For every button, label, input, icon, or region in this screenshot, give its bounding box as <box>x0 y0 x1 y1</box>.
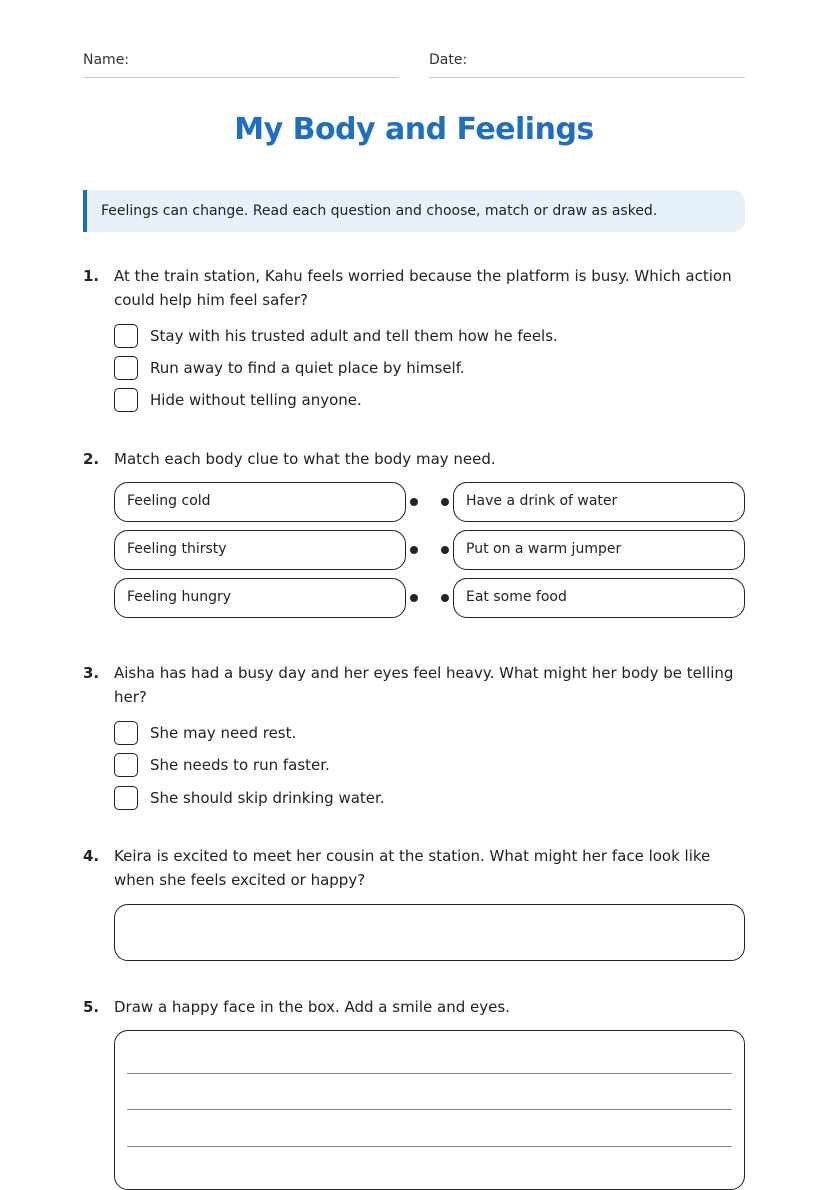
date-label: Date: <box>429 52 468 68</box>
option-checkbox[interactable] <box>114 356 138 380</box>
drawing-box[interactable] <box>114 1030 745 1190</box>
match-dot-left[interactable] <box>410 498 418 506</box>
option-checkbox[interactable] <box>114 786 138 810</box>
name-date-row <box>83 52 745 78</box>
worksheet-title: My Body and Feelings <box>234 112 594 147</box>
match-left-item[interactable]: Feeling cold <box>114 482 406 522</box>
match-dot-left[interactable] <box>410 546 418 554</box>
question-number: 1. <box>83 267 100 285</box>
match-left-item[interactable]: Feeling thirsty <box>114 530 406 570</box>
name-field[interactable] <box>83 52 399 78</box>
option-label: She may need rest. <box>150 724 297 742</box>
name-label: Name: <box>83 52 130 68</box>
option-checkbox[interactable] <box>114 753 138 777</box>
match-dot-right[interactable] <box>441 498 449 506</box>
question-3 <box>83 661 745 811</box>
question-text: Aisha has had a busy day and her eyes feel heavy. What might her body be telling her? <box>114 664 734 706</box>
match-dot-left[interactable] <box>410 594 418 602</box>
option-label: Stay with his trusted adult and tell them how he feels. <box>150 327 558 345</box>
question-text: Draw a happy face in the box. Add a smile and eyes. <box>114 998 510 1016</box>
match-right-item[interactable]: Have a drink of water <box>453 482 745 522</box>
writing-line <box>127 1073 732 1074</box>
match-left-item[interactable]: Feeling hungry <box>114 578 406 618</box>
question-1 <box>83 264 745 414</box>
question-2 <box>83 447 745 622</box>
instructions-banner: Feelings can change. Read each question and choose, match or draw as asked. <box>83 190 745 232</box>
question-number: 4. <box>83 847 100 865</box>
question-text: At the train station, Kahu feels worried because the platform is busy. Which action could help him feel safer? <box>114 267 732 309</box>
match-dot-right[interactable] <box>441 546 449 554</box>
question-number: 5. <box>83 998 100 1016</box>
option-label: Run away to find a quiet place by himself. <box>150 359 465 377</box>
question-text: Keira is excited to meet her cousin at the station. What might her face look like when she feels excited or happy? <box>114 847 711 889</box>
question-number: 2. <box>83 450 100 468</box>
writing-line <box>127 1109 732 1110</box>
option-label: She should skip drinking water. <box>150 789 385 807</box>
answer-box[interactable] <box>114 904 745 961</box>
match-right-item[interactable]: Put on a warm jumper <box>453 530 745 570</box>
option-checkbox[interactable] <box>114 721 138 745</box>
writing-line <box>127 1146 732 1147</box>
option-label: Hide without telling anyone. <box>150 391 362 409</box>
match-dot-right[interactable] <box>441 594 449 602</box>
date-field[interactable] <box>429 52 745 78</box>
option-label: She needs to run faster. <box>150 756 330 774</box>
question-5 <box>83 995 745 1171</box>
question-4 <box>83 844 745 964</box>
match-right-item[interactable]: Eat some food <box>453 578 745 618</box>
question-number: 3. <box>83 664 100 682</box>
question-text: Match each body clue to what the body may need. <box>114 450 496 468</box>
option-checkbox[interactable] <box>114 324 138 348</box>
option-checkbox[interactable] <box>114 388 138 412</box>
